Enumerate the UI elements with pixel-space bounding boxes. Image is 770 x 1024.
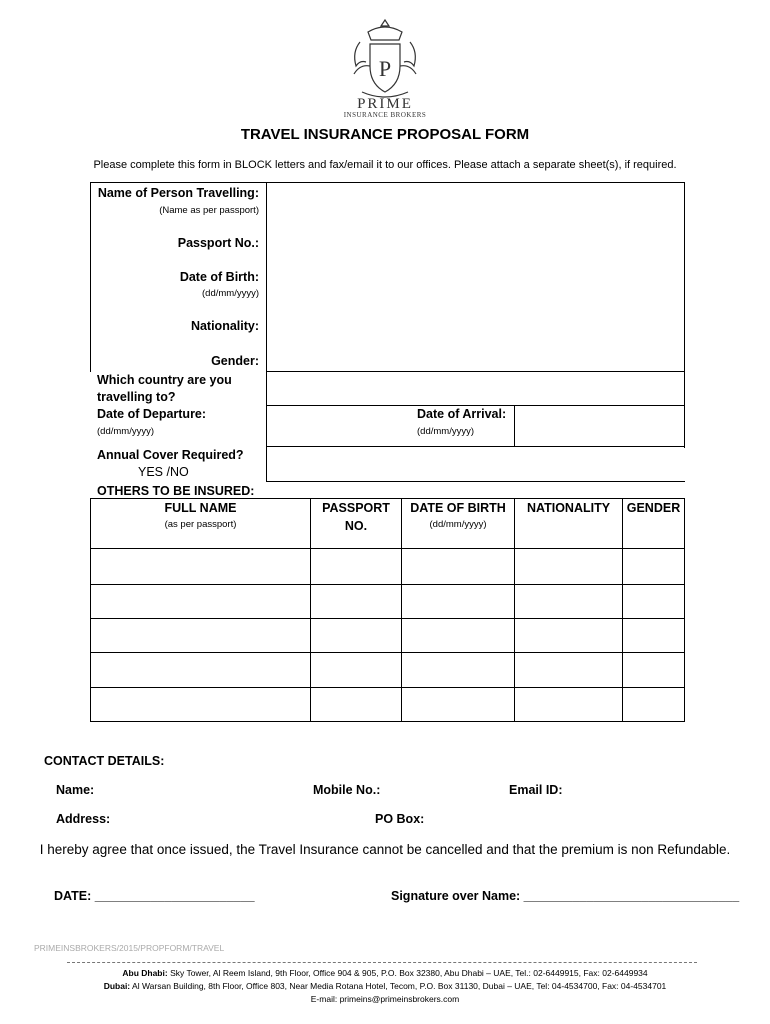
gender-label: Gender: (211, 354, 259, 368)
col-full-name: FULL NAME (164, 501, 237, 515)
departure-label: Date of Departure: (97, 407, 207, 421)
arrival-date-field[interactable] (515, 406, 683, 445)
footer-divider (67, 962, 697, 963)
col-passport-line1: PASSPORT (322, 501, 390, 515)
date-signoff[interactable]: DATE: _______________________ (54, 889, 255, 903)
table-row[interactable] (91, 619, 684, 651)
contact-email-label: Email ID: (509, 783, 563, 797)
annual-cover-field[interactable] (267, 447, 683, 480)
nationality-label: Nationality: (190, 319, 259, 333)
name-hint: (Name as per passport) (159, 205, 259, 216)
footer-dubai-city: Dubai: (103, 981, 131, 991)
footer-abudhabi (0, 968, 770, 978)
contact-pobox-label: PO Box: (375, 812, 425, 826)
signature-signoff[interactable]: Signature over Name: _______________________________ (391, 889, 740, 903)
others-label: OTHERS TO BE INSURED: (97, 484, 255, 498)
country-label-line2: travelling to? (97, 390, 176, 404)
table-row[interactable] (91, 549, 684, 583)
dob-hint: (dd/mm/yyyy) (202, 288, 259, 299)
footer-dubai (0, 981, 770, 991)
form-code: PRIMEINSBROKERS/2015/PROPFORM/TRAVEL (34, 943, 225, 953)
departure-hint: (dd/mm/yyyy) (97, 426, 154, 437)
footer-abudhabi-address: Sky Tower, Al Reem Island, 9th Floor, Office 904 & 905, P.O. Box 32380, Abu Dhabi – UAE, Tel.: 02-6449915, Fax: 02-6449934 (170, 968, 648, 978)
footer-email[interactable]: E-mail: primeins@primeinsbrokers.com (310, 994, 460, 1004)
footer-dubai-address: Al Warsan Building, 8th Floor, Office 803, Near Media Rotana Hotel, Tecom, P.O. Box 31130, Dubai – UAE, Tel: 04-4534700, Fax: 04-4534701 (132, 981, 667, 991)
contact-heading: CONTACT DETAILS: (44, 754, 165, 768)
passport-label: Passport No.: (177, 236, 259, 250)
col-dob-hint: (dd/mm/yyyy) (429, 519, 487, 530)
arrival-hint: (dd/mm/yyyy) (417, 426, 474, 437)
departure-date-field[interactable] (267, 406, 412, 445)
contact-name-label: Name: (56, 783, 95, 797)
agreement-text: I hereby agree that once issued, the Travel Insurance cannot be cancelled and that the premium is non Refundable. (39, 842, 731, 857)
logo-name: PRIME (357, 96, 413, 112)
instructions-text: Please complete this form in BLOCK letters and fax/email it to our offices. Please attach a separate sheet(s), if required. (93, 159, 677, 171)
country-label-line1: Which country are you (97, 373, 232, 387)
contact-address-label: Address: (56, 812, 111, 826)
annual-cover-label: Annual Cover Required? (97, 448, 244, 462)
table-row[interactable] (91, 688, 684, 720)
svg-text:P: P (378, 56, 392, 81)
traveller-details-field[interactable] (267, 183, 683, 370)
table-row[interactable] (91, 653, 684, 686)
col-gender: GENDER (626, 501, 681, 515)
col-full-name-hint: (as per passport) (164, 519, 237, 530)
destination-country-field[interactable] (267, 372, 683, 404)
table-row[interactable] (91, 585, 684, 617)
page-title: TRAVEL INSURANCE PROPOSAL FORM (240, 126, 530, 143)
col-passport-line2: NO. (344, 519, 368, 533)
col-dob: DATE OF BIRTH (410, 501, 506, 515)
logo-subtitle: INSURANCE BROKERS (343, 111, 427, 119)
dob-label: Date of Birth: (179, 270, 259, 284)
col-nationality: NATIONALITY (526, 501, 611, 515)
contact-mobile-label: Mobile No.: (313, 783, 381, 797)
annual-cover-options[interactable]: YES /NO (138, 465, 189, 479)
footer-abudhabi-city: Abu Dhabi: (122, 968, 168, 978)
name-label: Name of Person Travelling: (97, 186, 259, 200)
arrival-label: Date of Arrival: (417, 407, 507, 421)
